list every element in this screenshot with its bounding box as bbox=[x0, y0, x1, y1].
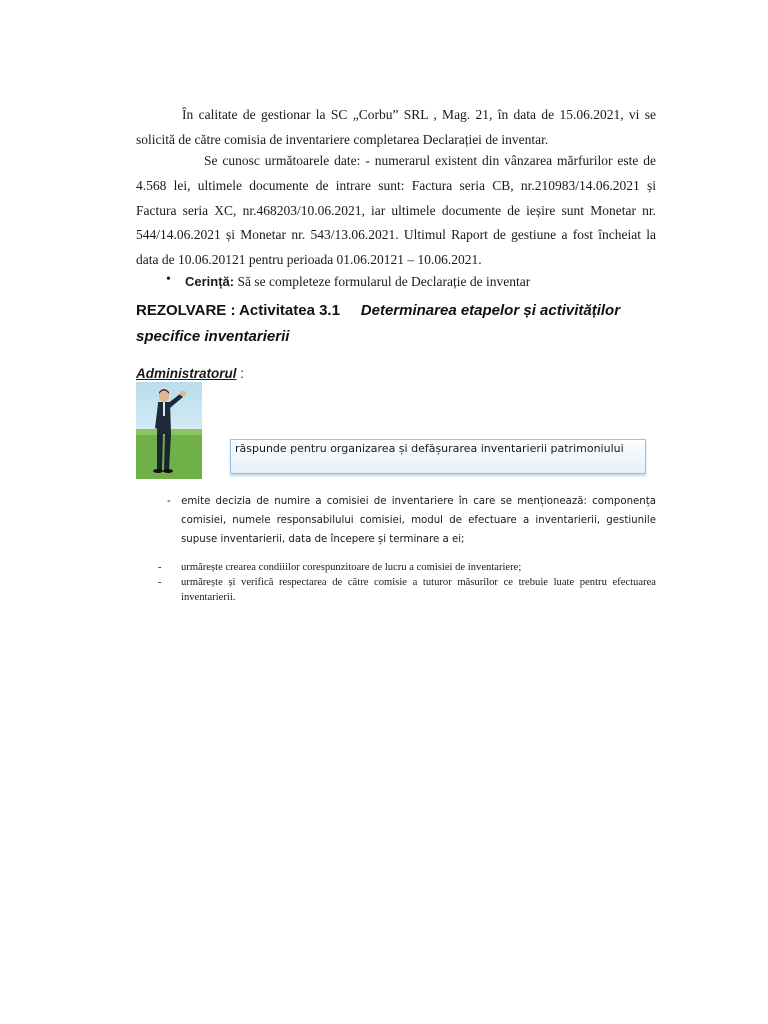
duty-list bbox=[158, 560, 656, 605]
requirement-text: Să se completeze formularul de Declarație de inventar bbox=[237, 274, 531, 289]
admin-label: Administratorul bbox=[136, 366, 237, 381]
pointing-man-icon bbox=[136, 382, 202, 479]
requirement-item bbox=[166, 272, 531, 290]
intro-paragraph-2: Se cunosc următoarele date: - numerarul existent din vânzarea mărfurilor este de 4.568 lei, ultimele documente de intrare sunt: Factura seria CB, nr.210983/14.06.2021 și Factura seria XC, nr.468203/10.06.2021, iar ultimele documente de ieșire sunt Monetar nr. 544/14.06.2021 și Monetar nr. 543/13.06.2021. Ultimul Raport de gestiune a fost încheiat la data de 10.06.20121 pentru perioada 01.06.20121 – 10.06.2021. bbox=[136, 153, 656, 268]
admin-colon: : bbox=[236, 366, 245, 381]
duty-item-2 bbox=[158, 560, 656, 575]
heading-title: Determinarea etapelor și activităților specifice inventarierii bbox=[136, 302, 621, 345]
section-heading bbox=[136, 298, 656, 350]
intro-paragraph-1: În calitate de gestionar la SC „Corbu” SRL , Mag. 21, în data de 15.06.2021, vi se solicită de către comisia de inventariere completarea Declarației de inventar. bbox=[136, 107, 656, 147]
duty-item-3 bbox=[158, 575, 656, 605]
heading-prefix: REZOLVARE : Activitatea 3.1 bbox=[136, 302, 340, 319]
admin-heading bbox=[136, 366, 244, 381]
dash-marker: - bbox=[158, 577, 162, 588]
admin-responsibility-box: răspunde pentru organizarea și defășurarea inventarierii patrimoniului bbox=[230, 439, 646, 474]
duty-text: urmărește și verifică respectarea de către comisie a tuturor măsurilor ce trebuie luate pentru efectuarea inventarierii. bbox=[181, 577, 656, 603]
duty-item-1 bbox=[158, 492, 656, 549]
duty-text: urmărește crearea condiiilor corespunzitoare de lucru a comisiei de inventariere; bbox=[181, 562, 522, 573]
duty-text: emite decizia de numire a comisiei de inventariere în care se menționează: componența comisiei, numele responsabilului comisiei, modul de efectuare a inventarierii, gestiunile supuse inventarierii, data de începere și terminare a ei; bbox=[181, 496, 656, 545]
bullet-icon: • bbox=[166, 272, 171, 287]
requirement-label: Cerință: bbox=[185, 274, 235, 289]
businessman-illustration bbox=[136, 382, 202, 479]
dash-marker: - bbox=[167, 496, 171, 507]
dash-marker: - bbox=[158, 562, 162, 573]
